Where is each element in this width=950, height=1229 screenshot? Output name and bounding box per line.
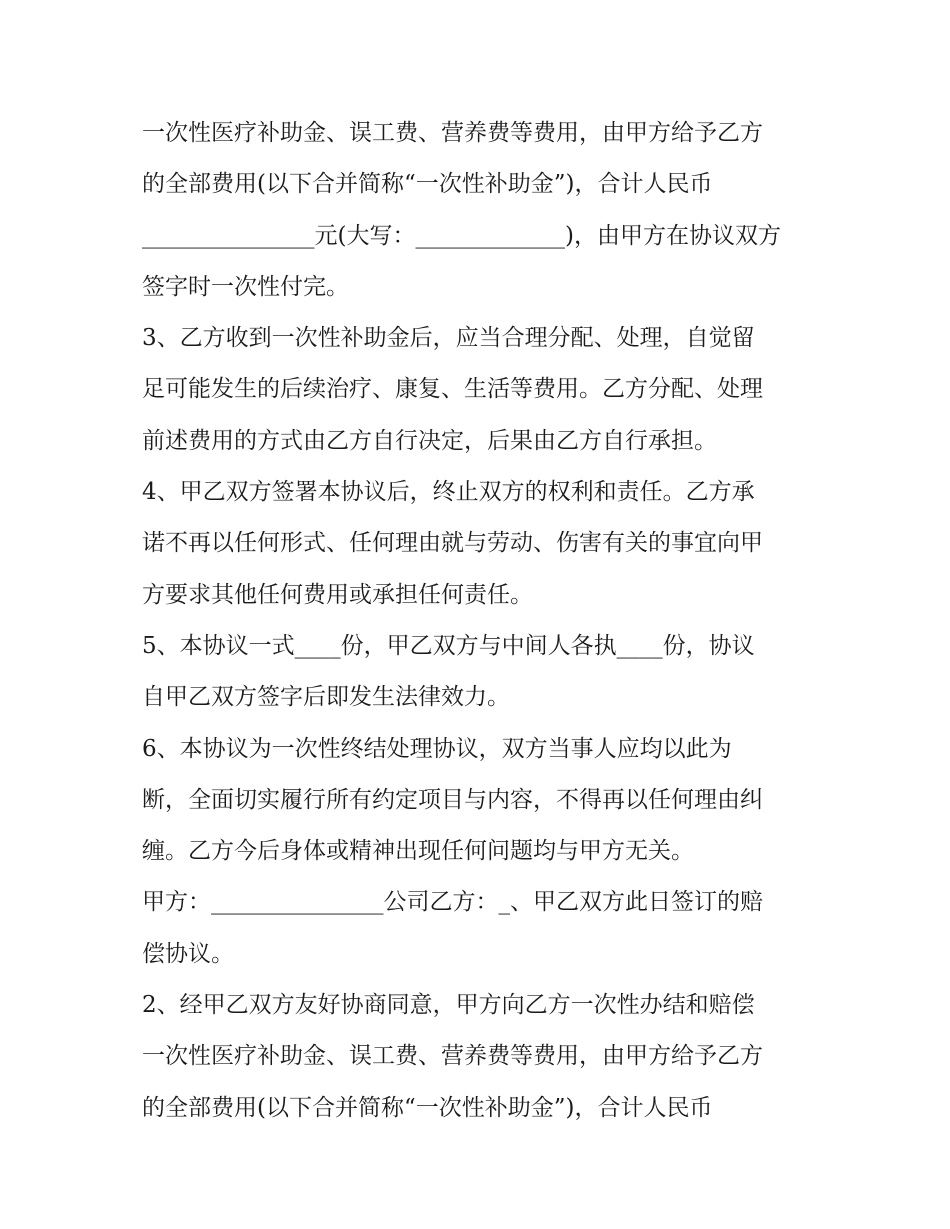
text-line: 自甲乙双方签字后即发生法律效力。	[142, 684, 510, 711]
text-line: 6、本协议为一次性终结处理协议，双方当事人应均以此为	[142, 735, 732, 762]
text-line: 3、乙方收到一次性补助金后，应当合理分配、处理，自觉留	[142, 325, 755, 352]
text-line: 4、甲乙双方签署本协议后，终止双方的权利和责任。乙方承	[142, 479, 755, 506]
text-line: 甲方：_______________公司乙方：_、甲乙双方此日签订的赔	[142, 889, 763, 916]
text-line: 诺不再以任何形式、任何理由就与劳动、伤害有关的事宜向甲	[142, 530, 763, 557]
text-line: 偿协议。	[142, 940, 234, 967]
document-body	[142, 108, 822, 1134]
text-line: 2、经甲乙双方友好协商同意，甲方向乙方一次性办结和赔偿	[142, 992, 755, 1019]
text-line: 方要求其他任何费用或承担任何责任。	[142, 581, 533, 608]
text-line: 断，全面切实履行所有约定项目与内容，不得再以任何理由纠	[142, 786, 763, 813]
text-line: 一次性医疗补助金、误工费、营养费等费用，由甲方给予乙方	[142, 1043, 763, 1070]
text-line: 缠。乙方今后身体或精神出现任何问题均与甲方无关。	[142, 838, 694, 865]
text-line: _______________元(大写：_____________)，由甲方在协议双方	[142, 222, 781, 249]
text-line: 的全部费用(以下合并简称“一次性补助金”)，合计人民币	[142, 171, 713, 198]
text-line: 足可能发生的后续治疗、康复、生活等费用。乙方分配、处理	[142, 376, 763, 403]
text-line: 的全部费用(以下合并简称“一次性补助金”)，合计人民币	[142, 1094, 713, 1121]
text-line: 前述费用的方式由乙方自行决定，后果由乙方自行承担。	[142, 427, 717, 454]
text-line: 一次性医疗补助金、误工费、营养费等费用，由甲方给予乙方	[142, 120, 763, 146]
text-line: 5、本协议一式____份，甲乙双方与中间人各执____份，协议	[142, 632, 755, 659]
text-line: 签字时一次性付完。	[142, 273, 349, 300]
